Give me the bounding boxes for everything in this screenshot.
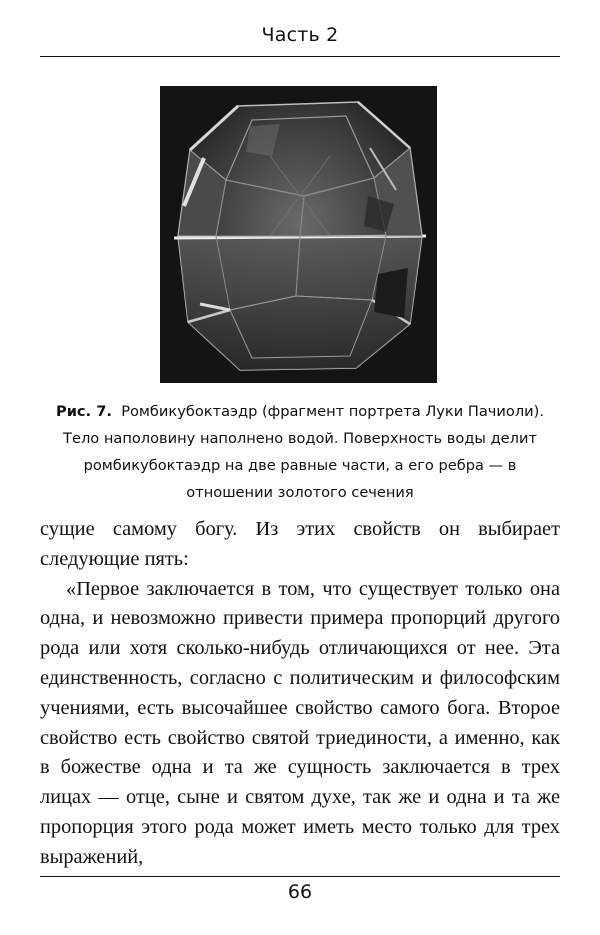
figure-caption [40, 398, 560, 506]
running-header: Часть 2 [261, 24, 339, 46]
figure-label: Рис. 7. [56, 403, 112, 420]
paragraph: сущие самому богу. Из этих свойств он выбирает следующие пять: [40, 518, 560, 570]
paragraph: «Первое заключается в том, что существует только она одна, и невозможно привести примера пропорций другого рода или хотя сколько-нибудь отличающихся от нее. Эта единственность, согласно с политическим и философским учениями, есть высочайшее свойство самого бога. Второе свойство есть свойство святой триединости, а именно, как в божестве одна и та же сущность заключается в трех лицах — отце, сыне и святом духе, так же и одна и та же пропорция этого рода может иметь место только для трех выражений, [40, 577, 560, 868]
body-text [40, 515, 560, 873]
figure-caption-text: Ромбикубоктаэдр (фрагмент портрета Луки Пачиоли). Тело наполовину наполнено водой. Поверхность воды делит ромбикубоктаэдр на две равные части, а его ребра — в отношении золотого сечения [63, 403, 544, 501]
footer-rule [40, 876, 560, 877]
rhombicuboctahedron-figure [160, 86, 437, 383]
page-number: 66 [287, 881, 313, 903]
header-rule [40, 56, 560, 57]
